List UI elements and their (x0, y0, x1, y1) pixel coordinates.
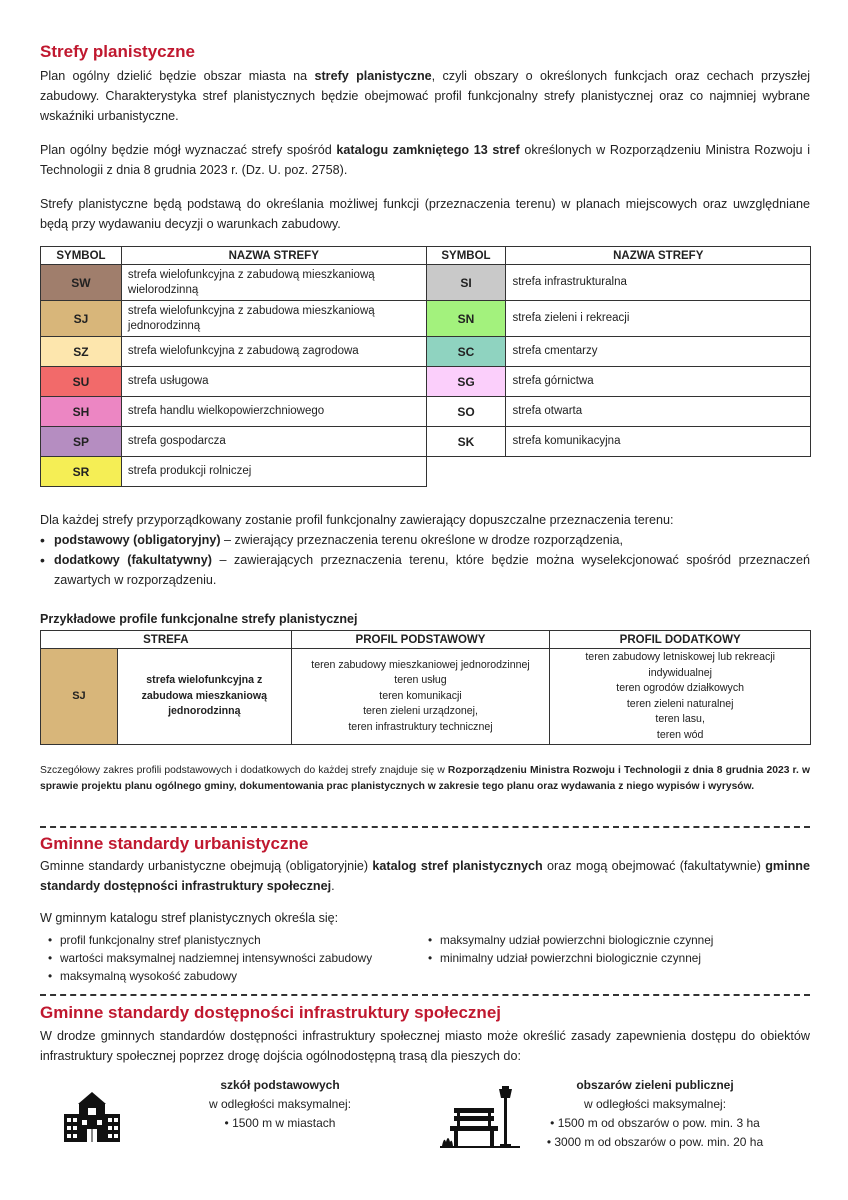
catalog-list-left (40, 931, 430, 985)
zone-symbol: SC (426, 337, 506, 367)
school-icon (62, 1090, 122, 1149)
list-item: • 1500 m od obszarów o pow. min. 3 ha (550, 1116, 760, 1130)
example-extra-list (550, 649, 811, 745)
profile-line: zabudowa mieszkaniową (141, 689, 267, 702)
zone-symbol: SH (41, 397, 122, 427)
zone-symbol: SP (41, 427, 122, 457)
zone-symbol: SW (41, 265, 122, 301)
profile-extra-label: dodatkowy (fakultatywny) (54, 553, 212, 567)
regulation-note (40, 763, 810, 795)
zone-symbol: SO (426, 397, 506, 427)
zone-symbol: SN (426, 301, 506, 337)
text-run: Rozporządzeniu Ministra Rozwoju i Technologii z dnia 8 grudnia 2023 r. w sprawie projektu planu ogólnego gminy, dokumentowania prac planistycznych w zakresie tego planu oraz wydawania z niego wypisów i wyrysów. (40, 765, 810, 792)
text-run: oraz mogą obejmować (fakultatywnie) (542, 859, 766, 873)
text-run: strefy planistyczne (314, 69, 432, 83)
zone-row (41, 337, 811, 367)
header-symbol-right: SYMBOL (426, 247, 506, 265)
profile-line: teren usług (394, 674, 447, 687)
profile-basic-text: – zwierający przeznaczenia terenu określone w drodze rozporządzenia, (220, 533, 624, 547)
text-run: , czyli obszary o określonych funkcjach oraz cechach przyszłej zabudowy. Charakterystyka stref planistycznych będzie obejmować profil funkcjonalny strefy planistycznej oraz co najmniej wybrane wskaźniki urbanistyczne. (40, 69, 810, 123)
list-item: • maksymalny udział powierzchni biologicznie czynnej (420, 931, 810, 949)
profile-basic-label: podstawowy (obligatoryjny) (54, 533, 221, 547)
profile-line: teren zieleni naturalnej (626, 697, 734, 710)
intro-paragraph-3: Strefy planistyczne będą podstawą do określania możliwej funkcji (przeznaczenia terenu) w planach miejscowych oraz uwzględniane będą przy wydawaniu decyzji o warunkach zabudowy. (40, 197, 810, 231)
example-basic-list (291, 649, 550, 745)
school-subtitle: w odległości maksymalnej: (208, 1097, 352, 1111)
school-title: szkół podstawowych (220, 1078, 340, 1092)
header-zone: STREFA (41, 631, 292, 649)
zone-symbol: SU (41, 367, 122, 397)
standards-paragraph-2: W gminnym katalogu stref planistycznych określa się: (40, 911, 339, 925)
text-run: katalogu zamkniętego 13 stref (336, 143, 520, 157)
catalog-list-right (420, 931, 810, 967)
zone-name: strefa gospodarcza (121, 427, 426, 457)
standards-paragraph-1 (40, 856, 810, 896)
zone-name: strefa zieleni i rekreacji (506, 301, 811, 337)
header-symbol-left: SYMBOL (41, 247, 122, 265)
zone-symbol: SJ (41, 301, 122, 337)
profile-extra-text: – zawierających przeznaczenia terenu, które będzie można wyselekcjonować spośród przeznaczeń zawartych w rozporządzeniu. (54, 553, 810, 587)
example-zone-name (117, 649, 291, 745)
text-run: Szczegółowy zakres profili podstawowych i dodatkowych do każdej strefy znajduje się w (40, 765, 448, 776)
header-name-left: NAZWA STREFY (121, 247, 426, 265)
school-standard (180, 1076, 380, 1133)
zone-symbol: SG (426, 367, 506, 397)
text-run: katalog stref planistycznych (372, 859, 543, 873)
zones-table (40, 246, 811, 487)
zone-row (41, 265, 811, 301)
intro-paragraph-1 (40, 66, 810, 126)
example-title: Przykładowe profile funkcjonalne strefy planistycznej (40, 612, 358, 626)
zone-name: strefa otwarta (506, 397, 811, 427)
section-divider-2 (40, 994, 810, 996)
zone-row (41, 397, 811, 427)
profile-line: teren zabudowy mieszkaniowej jednorodzinnej (311, 658, 530, 671)
profile-line: teren ogrodów działkowych (616, 682, 745, 694)
school-items (180, 1114, 380, 1133)
profile-line: strefa wielofunkcyjna z (146, 674, 263, 687)
accessibility-paragraph: W drodze gminnych standardów dostępności infrastruktury społecznej miasto może określić zasady zapewnienia dostępu do obiektów infrastruktury społecznej poprzez drogę dojścia ogólnodostępną trasą dla pieszych do: (40, 1029, 810, 1063)
intro-paragraph-2 (40, 140, 810, 180)
text-run: Gminne standardy urbanistyczne obejmują (obligatoryjnie) (40, 859, 373, 873)
text-run: określonych w Rozporządzeniu Ministra Rozwoju i Technologii z dnia 8 grudnia 2023 r. (Dz. U. poz. 2758). (40, 143, 811, 177)
zone-name: strefa górnictwa (506, 367, 811, 397)
profiles-list (40, 510, 810, 590)
list-item: • 1500 m w miastach (224, 1116, 336, 1130)
park-bench-icon (440, 1086, 520, 1153)
zone-name: strefa wielofunkcyjna z zabudową mieszkaniową wielorodzinną (121, 265, 426, 301)
green-items (520, 1114, 790, 1152)
zone-row (41, 457, 811, 487)
zone-name: strefa cmentarzy (506, 337, 811, 367)
list-item: • maksymalną wysokość zabudowy (40, 967, 430, 985)
list-item: • profil funkcjonalny stref planistycznych (40, 931, 430, 949)
zone-row (41, 367, 811, 397)
zone-symbol: SR (41, 457, 122, 487)
empty-cell (426, 457, 506, 487)
profile-line: teren lasu, (655, 713, 705, 725)
zone-row (41, 301, 811, 337)
text-run: Plan ogólny dzielić będzie obszar miasta na (40, 69, 315, 83)
section-title-dostepnosc: Gminne standardy dostępności infrastruktury społecznej (40, 1003, 501, 1022)
text-run: Plan ogólny będzie mógł wyznaczać strefy spośród (40, 143, 337, 157)
header-basic-profile: PROFIL PODSTAWOWY (291, 631, 550, 649)
profile-line: indywidualnej (648, 666, 712, 679)
section-title-strefy: Strefy planistyczne (40, 42, 195, 61)
profile-line: teren komunikacji (379, 689, 462, 702)
section-title-standardy: Gminne standardy urbanistyczne (40, 834, 309, 853)
profile-bullet-extra (40, 550, 810, 590)
profile-bullet-basic (40, 530, 810, 550)
empty-cell (506, 457, 811, 487)
zone-name: strefa wielofunkcyjna z zabudową zagrodowa (121, 337, 426, 367)
example-profile-table (40, 630, 811, 745)
zone-name: strefa komunikacyjna (506, 427, 811, 457)
profiles-intro: Dla każdej strefy przyporządkowany zostanie profil funkcjonalny zawierający dopuszczalne przeznaczenia terenu: (40, 513, 674, 527)
example-symbol: SJ (41, 649, 118, 745)
zone-row (41, 427, 811, 457)
zone-symbol: SK (426, 427, 506, 457)
profile-line: teren infrastruktury technicznej (348, 720, 493, 733)
list-item: • minimalny udział powierzchni biologicznie czynnej (420, 949, 810, 967)
list-item: • 3000 m od obszarów o pow. min. 20 ha (546, 1135, 764, 1149)
zone-symbol: SZ (41, 337, 122, 367)
text-run: gminne standardy dostępności infrastruktury społecznej (40, 859, 810, 893)
profile-line: teren zieleni urządzonej, (363, 705, 478, 718)
zone-symbol: SI (426, 265, 506, 301)
zone-name: strefa wielofunkcyjna z zabudowa mieszkaniową jednorodzinną (121, 301, 426, 337)
zone-name: strefa infrastrukturalna (506, 265, 811, 301)
zone-name: strefa usługowa (121, 367, 426, 397)
header-name-right: NAZWA STREFY (506, 247, 811, 265)
zone-name: strefa produkcji rolniczej (121, 457, 426, 487)
green-subtitle: w odległości maksymalnej: (583, 1097, 727, 1111)
green-standard (520, 1076, 790, 1152)
section-divider-1 (40, 826, 810, 828)
header-extra-profile: PROFIL DODATKOWY (550, 631, 811, 649)
profile-line: teren wód (656, 728, 704, 741)
profile-line: teren zabudowy letniskowej lub rekreacji (585, 651, 775, 663)
zone-name: strefa handlu wielkopowierzchniowego (121, 397, 426, 427)
list-item: • wartości maksymalnej nadziemnej intensywności zabudowy (40, 949, 430, 967)
text-run: . (331, 879, 335, 893)
profile-line: jednorodzinną (168, 705, 241, 718)
green-title: obszarów zieleni publicznej (576, 1078, 734, 1092)
